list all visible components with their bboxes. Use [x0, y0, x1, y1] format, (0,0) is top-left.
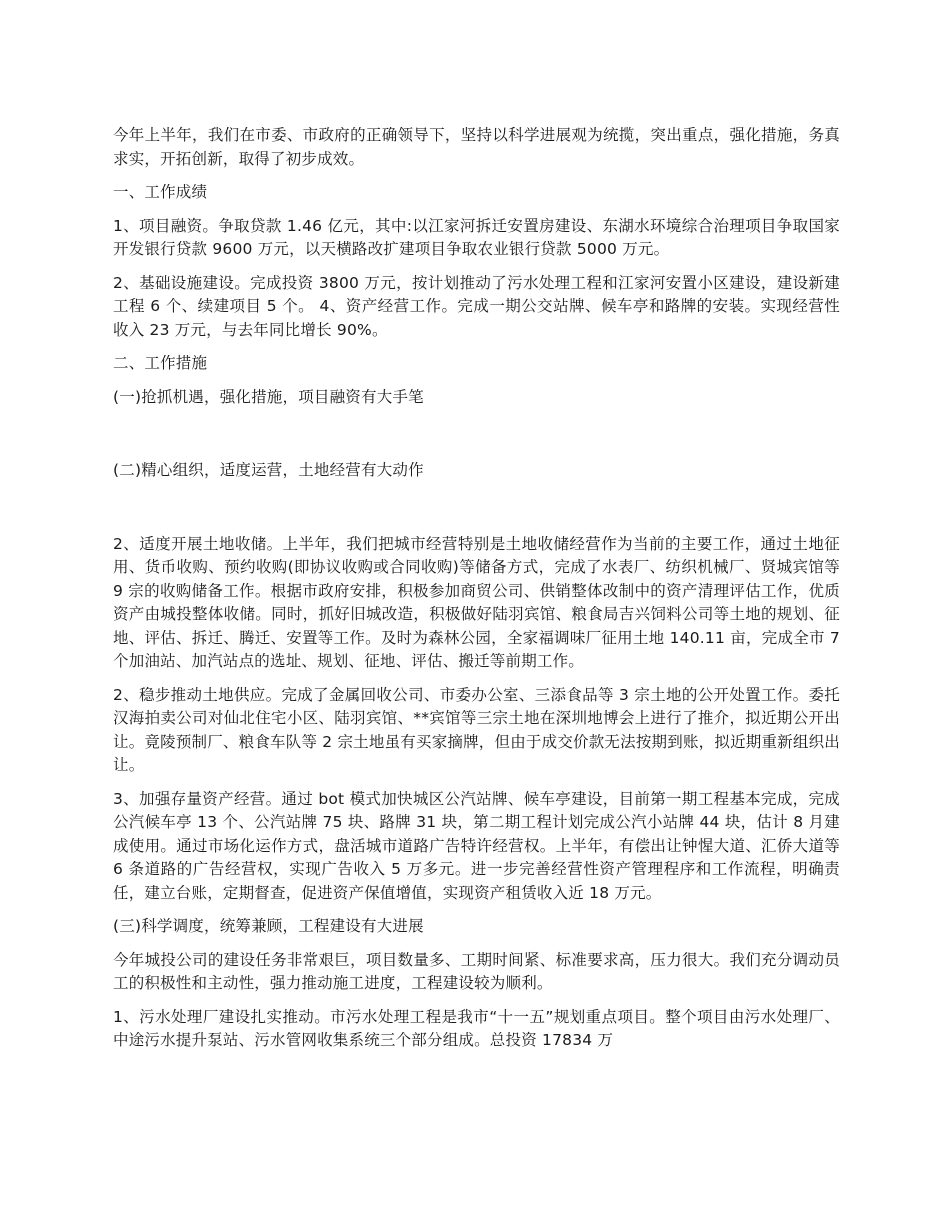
spacer — [113, 419, 840, 459]
paragraph-asset-operation: 3、加强存量资产经营。通过 bot 模式加快城区公汽站牌、候车亭建设，目前第一期工程基本完成，完成公汽候车亭 13 个、公汽站牌 75 块、路牌 31 块，第二期工程计划完成公汽小站牌 44 块，估计 8 月建成使用。通过市场化运作方式，盘活城市道路广告特许经营权。上半年，有偿出让钟惺大道、汇侨大道等 6 条道路的广告经营权，实现广告收入 5 万多元。进一步完善经营性资产管理程序和工作流程，明确责任，建立台账，定期督查，促进资产保值增值，实现资产租赁收入近 18 万元。 — [113, 789, 840, 902]
subheading-land-operation: (二)精心组织，适度运营，土地经营有大动作 — [113, 461, 424, 479]
subheading-engineering: (三)科学调度，统筹兼顾，工程建设有大进展 — [113, 917, 424, 935]
subheading-financing: (一)抢抓机遇，强化措施，项目融资有大手笔 — [113, 387, 424, 406]
paragraph-land-supply: 2、稳步推动土地供应。完成了金属回收公司、市委办公室、三添食品等 3 宗土地的公开处置工作。委托汉海拍卖公司对仙北住宅小区、陆羽宾馆、**宾馆等三宗土地在深圳地博会上进行了推介，拟近期公开出让。竟陵预制厂、粮食车队等 2 宗土地虽有买家摘牌，但由于成交价款无法按期到账，拟近期重新组织出让。 — [113, 685, 840, 774]
paragraph-infrastructure: 2、基础设施建设。完成投资 3800 万元，按计划推动了污水处理工程和江家河安置小区建设，建设新建工程 6 个、续建项目 5 个。 4、资产经营工作。完成一期公交站牌、候车亭和路牌的安装。实现经营性收入 23 万元，与去年同比增长 90%。 — [113, 273, 840, 339]
paragraph-project-financing: 1、项目融资。争取贷款 1.46 亿元，其中:以江家河拆迁安置房建设、东湖水环境综合治理项目争取国家开发银行贷款 9600 万元，以天横路改扩建项目争取农业银行贷款 5000 万元。 — [113, 216, 840, 258]
paragraph-land-reserve: 2、适度开展土地收储。上半年，我们把城市经营特别是土地收储经营作为当前的主要工作，通过土地征用、货币收购、预约收购(即协议收购或合同收购)等储备方式，完成了水表厂、纺织机械厂、贤城宾馆等 9 宗的收购储备工作。根据市政府安排，积极参加商贸公司、供销整体改制中的资产清理评估工作，优质资产由城投整体收储。同时，抓好旧城改造，积极做好陆羽宾馆、粮食局吉兴饲料公司等土地的规划、征地、评估、拆迁、腾迁、安置等工作。及时为森林公园，全家福调味厂征用土地 140.11 亩，完成全市 7 个加油站、加汽站点的选址、规划、征地、评估、搬迁等前期工作。 — [113, 534, 840, 670]
intro-paragraph: 今年上半年，我们在市委、市政府的正确领导下，坚持以科学进展观为统揽，突出重点，强化措施，务真求实，开拓创新，取得了初步成效。 — [113, 126, 840, 168]
paragraph-sewage-plant: 1、污水处理厂建设扎实推动。市污水处理工程是我市“十一五”规划重点项目。整个项目由污水处理厂、中途污水提升泵站、污水管网收集系统三个部分组成。总投资 17834 万 — [113, 1007, 840, 1049]
spacer — [113, 493, 840, 533]
section-heading-measures: 二、工作措施 — [113, 354, 208, 372]
section-heading-achievements: 一、工作成绩 — [113, 183, 208, 201]
document-body — [113, 124, 840, 1063]
paragraph-construction-tasks: 今年城投公司的建设任务非常艰巨，项目数量多、工期时间紧、标准要求高，压力很大。我们充分调动员工的积极性和主动性，强力推动施工进度，工程建设较为顺利。 — [113, 950, 840, 992]
